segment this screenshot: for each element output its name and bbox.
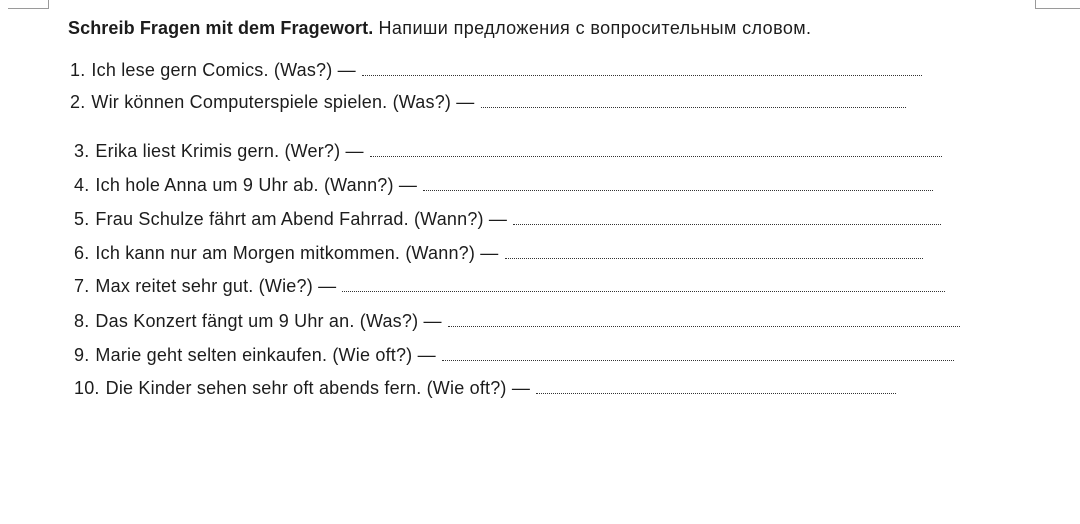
exercise-text: Wir können Computerspiele spielen. (Was?) — xyxy=(91,92,475,112)
exercise-number: 8. xyxy=(74,311,90,331)
answer-blank[interactable] xyxy=(362,61,922,76)
exercise-text: Marie geht selten einkaufen. (Wie oft?) — xyxy=(95,345,436,365)
exercise-line-6 xyxy=(74,243,923,264)
exercise-line-7 xyxy=(74,276,945,297)
answer-blank[interactable] xyxy=(536,379,896,394)
exercise-number: 5. xyxy=(74,209,90,229)
exercise-number: 1. xyxy=(70,60,86,80)
answer-blank[interactable] xyxy=(448,312,960,327)
exercise-line-9 xyxy=(74,345,954,366)
exercise-text: Ich hole Anna um 9 Uhr ab. (Wann?) — xyxy=(95,175,418,195)
exercise-text: Erika liest Krimis gern. (Wer?) — xyxy=(95,141,364,161)
exercise-number: 10. xyxy=(74,378,100,398)
exercise-line-8 xyxy=(74,311,960,332)
exercise-text: Frau Schulze fährt am Abend Fahrrad. (Wann?) — xyxy=(95,209,508,229)
instruction-russian: Напиши предложения с вопросительным словом. xyxy=(378,18,812,38)
exercise-number: 7. xyxy=(74,276,90,296)
exercise-line-1 xyxy=(70,60,922,81)
exercise-line-2 xyxy=(70,92,906,113)
instruction-german: Schreib Fragen mit dem Fragewort. xyxy=(68,18,374,38)
answer-blank[interactable] xyxy=(505,244,923,259)
exercise-text: Ich lese gern Comics. (Was?) — xyxy=(91,60,356,80)
answer-blank[interactable] xyxy=(342,277,945,292)
exercise-text: Das Konzert fängt um 9 Uhr an. (Was?) — xyxy=(95,311,442,331)
exercise-line-5 xyxy=(74,209,941,230)
answer-blank[interactable] xyxy=(442,346,954,361)
exercise-number: 9. xyxy=(74,345,90,365)
exercise-number: 3. xyxy=(74,141,90,161)
answer-blank[interactable] xyxy=(481,93,906,108)
task-instruction xyxy=(68,18,811,39)
answer-blank[interactable] xyxy=(423,176,933,191)
exercise-line-3 xyxy=(74,141,942,162)
exercise-text: Die Kinder sehen sehr oft abends fern. (Wie oft?) — xyxy=(105,378,531,398)
exercise-text: Ich kann nur am Morgen mitkommen. (Wann?) — xyxy=(95,243,499,263)
exercise-number: 6. xyxy=(74,243,90,263)
exercise-text: Max reitet sehr gut. (Wie?) — xyxy=(95,276,337,296)
exercise-number: 2. xyxy=(70,92,86,112)
exercise-line-10 xyxy=(74,378,896,399)
crop-mark-left xyxy=(8,0,49,9)
answer-blank[interactable] xyxy=(370,142,942,157)
exercise-line-4 xyxy=(74,175,933,196)
exercise-number: 4. xyxy=(74,175,90,195)
answer-blank[interactable] xyxy=(513,210,941,225)
crop-mark-right xyxy=(1035,0,1080,9)
